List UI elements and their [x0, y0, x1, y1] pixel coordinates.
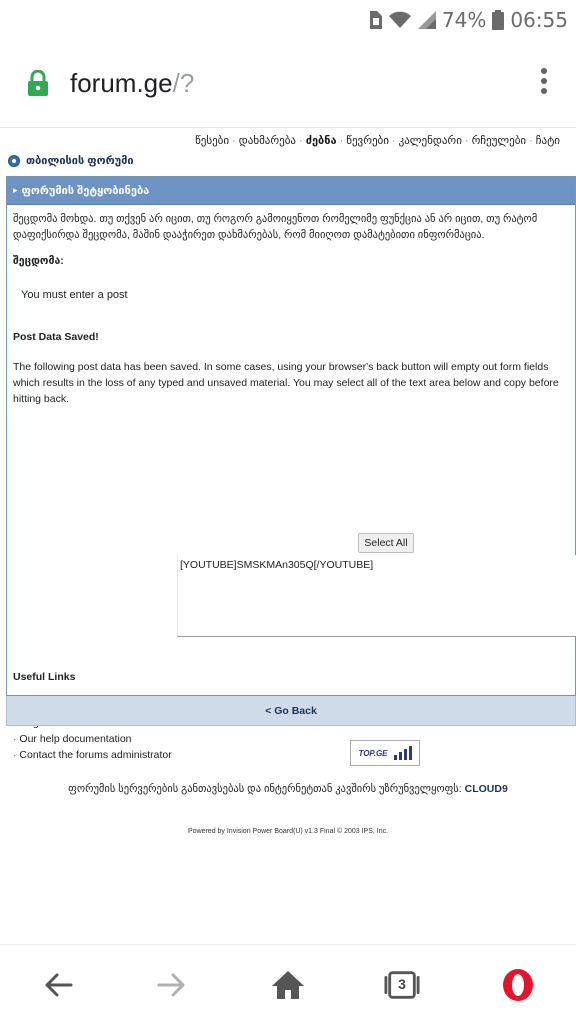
nav-separator: · [529, 135, 533, 147]
battery-percent: 74% [441, 8, 487, 32]
go-back-link[interactable]: < Go Back [265, 704, 317, 717]
url-path: /? [172, 68, 195, 98]
more-menu-icon[interactable] [540, 68, 548, 98]
top-navigation [195, 134, 560, 147]
forum-bullet-icon [8, 155, 20, 167]
nav-link[interactable]: ძებნა [305, 135, 337, 147]
home-icon[interactable] [270, 967, 306, 1003]
url-text[interactable] [70, 68, 194, 99]
opera-menu-icon[interactable] [500, 967, 536, 1003]
hosting-info [0, 783, 576, 795]
wifi-icon [388, 11, 412, 29]
back-arrow-icon[interactable] [40, 967, 76, 1003]
url-bar[interactable] [0, 40, 576, 128]
status-bar [0, 0, 576, 40]
nav-link[interactable]: წევრები [346, 135, 389, 147]
nav-link[interactable]: წესები [195, 135, 230, 147]
nav-link[interactable]: კალენდარი [398, 135, 462, 147]
nav-separator: · [464, 135, 469, 147]
panel-header [7, 177, 575, 205]
hosting-text: ფორუმის სერვერების განთავსებას და ინტერნეტთან კავშირს უზრუნველყოფს: [68, 783, 462, 795]
nav-separator: · [391, 135, 396, 147]
nav-separator: · [232, 135, 236, 147]
post-saved-text: The following post data has been saved. In some cases, using your browser's back button will empty out form fields which results in the loss of any typed and unsaved material. You may select all of the text area below and copy before hitting back. [13, 361, 559, 405]
counter-label: TOP.GE [358, 748, 388, 758]
powered-by-footer: Powered by Invision Power Board(U) v1.3 Final © 2003 IPS, Inc. [187, 828, 389, 835]
nav-separator: · [299, 135, 303, 147]
saved-post-textarea[interactable]: [YOUTUBE]SMSKMAn305Q[/YOUTUBE] [177, 555, 576, 637]
error-intro-text: შეცდომა მოხდა. თუ თქვენ არ იცით, თუ როგორ გამოიყენოთ რომელიმე ფუნქცია ან არ იცით, თუ რატომ დაფიქსირდა შეცდომა, მაშინ დააჭირეთ დახმარებას, რომ მიიღოთ დამატებითი ინფორმაცია. [13, 213, 538, 241]
nav-link[interactable]: დახმარება [238, 135, 297, 147]
useful-links-title: Useful Links [13, 671, 76, 683]
web-page [0, 128, 576, 944]
error-message: You must enter a post [21, 289, 128, 301]
panel-header-text: ფორუმის შეტყობინება [21, 185, 150, 197]
browser-bottom-nav [0, 944, 576, 1024]
select-all-button[interactable]: Select All [358, 533, 414, 553]
link-help-documentation[interactable]: · Our help documentation [13, 731, 172, 747]
triangle-right-icon: ▸ [13, 185, 18, 195]
go-back-bar [6, 696, 576, 726]
post-saved-title: Post Data Saved! [13, 331, 99, 343]
clock: 06:55 [510, 8, 568, 32]
forward-arrow-icon[interactable] [154, 967, 190, 1003]
error-label: შეცდომა: [13, 255, 64, 267]
bar-chart-icon [394, 746, 412, 760]
forum-title-row [8, 154, 134, 167]
signal-icon [418, 11, 436, 29]
nav-separator: · [339, 135, 344, 147]
link-contact-admin[interactable]: · Contact the forums administrator [13, 747, 172, 763]
tabs-count: 3 [398, 976, 406, 992]
url-domain: forum.ge [70, 68, 173, 98]
lock-icon[interactable] [27, 70, 49, 96]
top-ge-counter-badge[interactable] [350, 740, 420, 766]
tabs-icon[interactable] [384, 967, 420, 1003]
nav-link[interactable]: ჩატი [535, 135, 560, 147]
forum-title-link[interactable]: თბილისის ფორუმი [26, 155, 134, 167]
sim-card-icon [368, 11, 382, 29]
nav-link[interactable]: რჩეულები [471, 135, 527, 147]
battery-icon [492, 10, 504, 30]
hosting-provider-link[interactable]: CLOUD9 [464, 783, 508, 795]
